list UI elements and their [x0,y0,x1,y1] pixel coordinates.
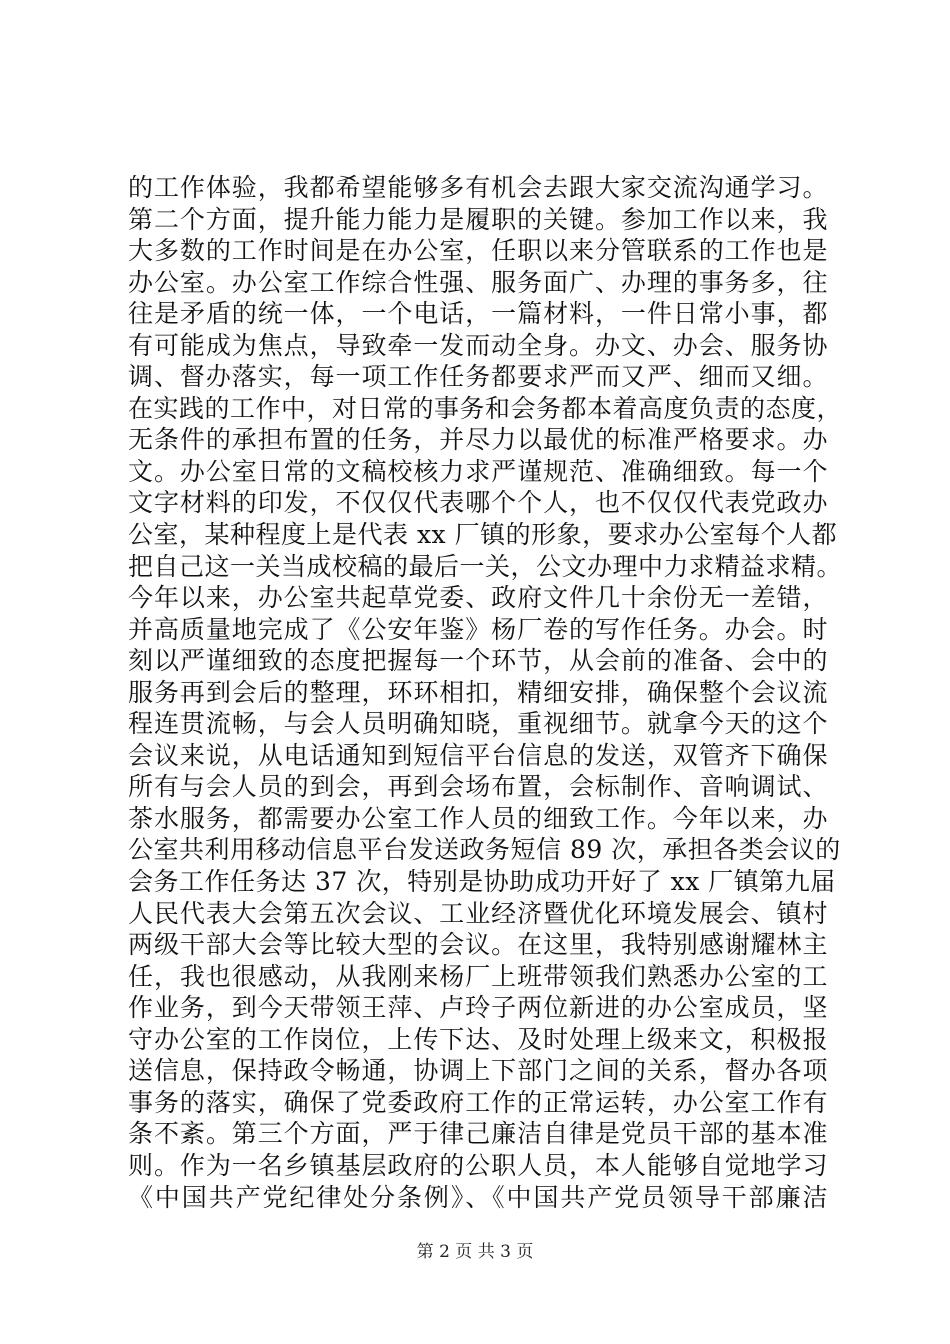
text-line: 所有与会人员的到会，再到会场布置，会标制作、音响调试、 [128,772,828,802]
text-line: 茶水服务，都需要办公室工作人员的细致工作。今年以来，办 [128,803,828,833]
text-line: 有可能成为焦点，导致牵一发而动全身。办文、办会、服务协 [128,330,828,360]
text-line: 两级干部大会等比较大型的会议。在这里，我特别感谢耀林主 [128,930,828,960]
text-line: 调、督办落实，每一项工作任务都要求严而又严、细而又细。 [128,362,828,392]
text-line: 送信息，保持政令畅通，协调上下部门之间的关系，督办各项 [128,1056,828,1086]
text-line: 任，我也很感动，从我刚来杨厂上班带领我们熟悉办公室的工 [128,961,828,991]
text-line: 《中国共产党纪律处分条例》、《中国共产党员领导干部廉洁 [128,1182,828,1212]
text-line: 刻以严谨细致的态度把握每一个环节，从会前的准备、会中的 [128,646,828,676]
text-line: 文字材料的印发，不仅仅代表哪个个人，也不仅仅代表党政办 [128,488,828,518]
text-line: 在实践的工作中，对日常的事务和会务都本着高度负责的态度， [128,393,843,423]
text-line: 无条件的承担布置的任务，并尽力以最优的标准严格要求。办 [128,425,828,455]
text-line: 往是矛盾的统一体，一个电话，一篇材料，一件日常小事，都 [128,299,828,329]
text-line: 并高质量地完成了《公安年鉴》杨厂卷的写作任务。办会。时 [128,614,828,644]
text-line: 文。办公室日常的文稿校核力求严谨规范、准确细致。每一个 [128,456,828,486]
text-line: 会议来说，从电话通知到短信平台信息的发送，双管齐下确保 [128,740,828,770]
body-text [128,172,843,1213]
text-line: 公室共利用移动信息平台发送政务短信 89 次，承担各类会议的 [128,835,841,865]
text-line: 办公室。办公室工作综合性强、服务面广、办理的事务多，往 [128,267,828,297]
text-line: 的工作体验，我都希望能够多有机会去跟大家交流沟通学习。 [128,173,828,202]
text-line: 大多数的工作时间是在办公室，任职以来分管联系的工作也是 [128,236,828,266]
text-line: 人民代表大会第五次会议、工业经济暨优化环境发展会、镇村 [128,898,828,928]
text-line: 今年以来，办公室共起草党委、政府文件几十余份无一差错， [128,583,828,613]
text-line: 守办公室的工作岗位，上传下达、及时处理上级来文，积极报 [128,1024,828,1054]
text-line: 把自己这一关当成校稿的最后一关，公文办理中力求精益求精。 [128,551,843,581]
text-line: 会务工作任务达 37 次，特别是协助成功开好了 xx 厂镇第九届 [128,867,836,897]
text-line: 公室，某种程度上是代表 xx 厂镇的形象，要求办公室每个人都 [128,520,838,550]
text-line: 程连贯流畅，与会人员明确知晓，重视细节。就拿今天的这个 [128,709,828,739]
text-line: 则。作为一名乡镇基层政府的公职人员，本人能够自觉地学习 [128,1150,828,1180]
text-line: 条不紊。第三个方面，严于律己廉洁自律是党员干部的基本准 [128,1119,828,1149]
text-line: 事务的落实，确保了党委政府工作的正常运转，办公室工作有 [128,1087,828,1117]
text-line: 服务再到会后的整理，环环相扣，精细安排，确保整个会议流 [128,677,828,707]
text-line: 作业务，到今天带领王萍、卢玲子两位新进的办公室成员，坚 [128,993,828,1023]
page-footer: 第 2 页 共 3 页 [416,1242,534,1262]
text-line: 第二个方面，提升能力能力是履职的关键。参加工作以来，我 [128,204,828,234]
